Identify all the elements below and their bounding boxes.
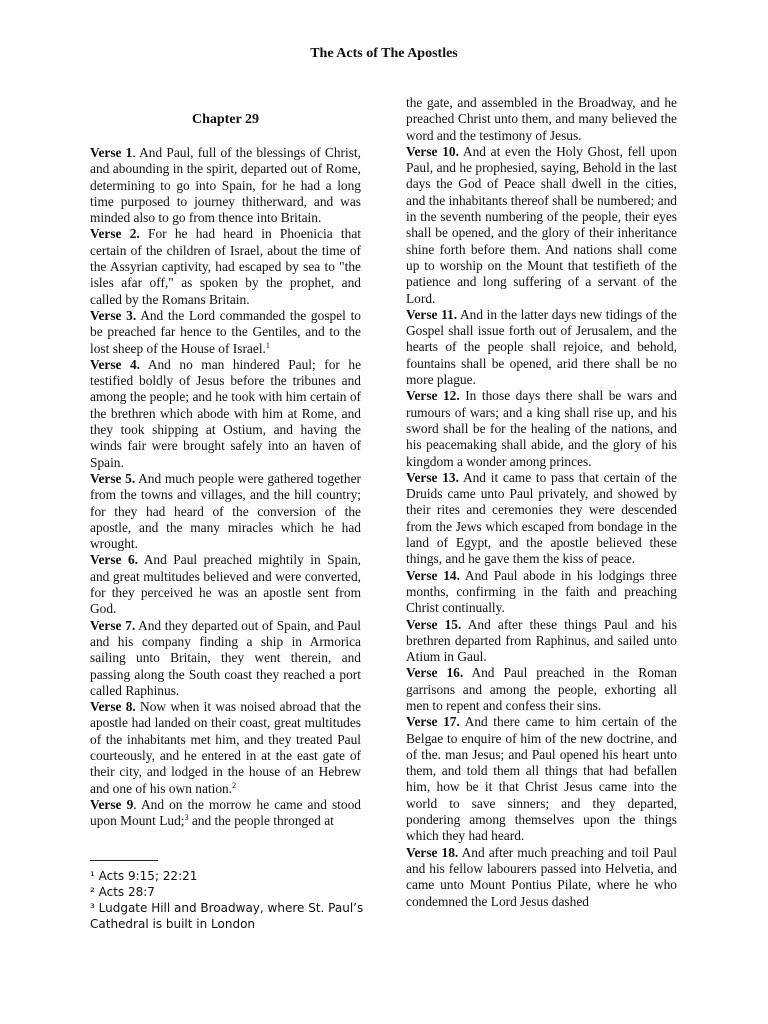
footnote: ³ Ludgate Hill and Broadway, where St. Paul’s Cathedral is built in London (90, 901, 364, 931)
verse-paragraph (406, 714, 677, 844)
verse-label: Verse 3. (90, 307, 137, 323)
verse-text: And in the latter days new tidings of the Gospel shall issue forth out of Jerusalem, and the hearts of the people shall rejoice, and behold, fountains shall be opened, arid there shall be no more plague. (406, 306, 678, 388)
verse-label: Verse 17. (406, 714, 460, 730)
verse-paragraph (90, 618, 361, 699)
verse-paragraph (90, 226, 361, 307)
verse-paragraph (90, 797, 361, 830)
verse-paragraph (406, 470, 677, 568)
verse-text: Now when it was noised abroad that the apostle had landed on their coast, great multitudes of the inhabitants met him, and they treated Paul courteously, and he entered in at the east gate of their city, and lodged in the house of an Hebrew and one of his own nation. (90, 699, 362, 796)
verse-text: And no man hindered Paul; for he testified boldly of Jesus before the tribunes and among the people; and he took with him certain of the brethren which abode with him at Rome, and they took shipping at Ostium, and having the winds fair were brought safely into an haven of Spain. (90, 356, 362, 470)
footnote-reference: 2 (232, 780, 237, 790)
verse-paragraph (90, 308, 361, 357)
verse-text: And much people were gathered together from the towns and villages, and the hill country; for they had heard of the conversion of the apostle, and the many miracles which he had wrought. (90, 470, 361, 552)
right-column (406, 95, 677, 910)
verse-label: Verse 13. (406, 469, 459, 485)
footnotes (90, 860, 370, 932)
verse-text: And Paul preached mightily in Spain, and great multitudes believed and were converted, for they perceived he was an apostle sent from God. (90, 552, 361, 617)
verse-paragraph (90, 471, 361, 552)
document-title: The Acts of The Apostles (310, 46, 458, 61)
verse-label: Verse 18. (406, 844, 459, 860)
verse-paragraph (406, 568, 677, 617)
footnote-separator (90, 860, 158, 861)
verse-label: Verse 8. (90, 699, 136, 715)
verse-text: For he had heard in Phoenicia that certain of the children of Israel, about the time of the Assyrian captivity, had escaped by sea to "the isles afar off," as spoken by the prophet, and called by the Romans Britain. (90, 226, 362, 307)
verse-paragraph (406, 388, 677, 469)
verse-paragraph (90, 699, 361, 797)
verse-label: Verse 6. (90, 552, 139, 568)
footnote-reference: 3 (184, 813, 189, 823)
verse-text-continued: and the people thronged at (188, 813, 334, 829)
verse-label: Verse 2. (90, 226, 140, 242)
verse-label: Verse 7. (90, 617, 136, 633)
verse-text: And at even the Holy Ghost, fell upon Paul, and he prophesied, saying, Behold in the last days the God of Peace shall dwell in the cities, and the inhabitants thereof shall be numbered; and in the seventh numbering of the people, their eyes shall be opened, and the glory of their inheritance shine forth before them. And nations shall come up to worship on the Mount that testifieth of the patience and long suffering of a servant of the Lord. (406, 143, 677, 306)
verse-label: Verse 11. (406, 306, 458, 322)
chapter-title: Chapter 29 (191, 112, 260, 127)
verse-text: And after much preaching and toil Paul and his fellow labourers passed into Helvetia, and came unto Mount Pontius Pilate, where he who condemned the Lord Jesus dashed (406, 844, 677, 909)
verse-text: . And Paul, full of the blessings of Christ, and abounding in the spirit, departed out of Rome, determining to go into Spain, for he had a long time purposed to journey thitherward, and was minded also to go from thence into Britain. (90, 145, 361, 226)
verse-label: Verse 10. (406, 143, 459, 159)
verse-text: And the Lord commanded the gospel to be preached far hence to the Gentiles, and to the lost sheep of the House of Israel. (90, 307, 362, 356)
verse-paragraph (90, 357, 361, 471)
verse-paragraph (406, 144, 677, 307)
verse-paragraph (90, 552, 361, 617)
verse-label: Verse 9 (90, 796, 134, 812)
footnote-reference: 1 (265, 340, 270, 350)
verse-text: In those days there shall be wars and rumours of wars; and a king shall rise up, and his sword shall be for the healing of the nations, and his peacemaking shall abide, and the glory of his kingdom a wonder among princes. (406, 388, 677, 469)
footnote: ² Acts 28:7 (90, 885, 155, 899)
verse-label: Verse 5. (90, 470, 136, 486)
verse-text: . And on the morrow he came and stood upon Mount Lud; (90, 796, 361, 829)
verse-paragraph (406, 665, 677, 714)
footnote: ¹ Acts 9:15; 22:21 (90, 869, 198, 883)
verse-paragraph (406, 617, 677, 666)
verse-label: Verse 15. (406, 616, 462, 632)
verse-label: Verse 14. (406, 567, 460, 583)
left-column (90, 112, 361, 829)
verse-label: Verse 12. (406, 388, 460, 404)
verse-text: And they departed out of Spain, and Paul and his company finding a ship in Armorica sailing unto Britain, they went therein, and passing along the South coast they reached a port called Raphinus. (90, 617, 361, 698)
verse-text: And there came to him certain of the Belgae to enquire of him of the new doctrine, and of the. man Jesus; and Paul opened his heart unto them, and told them all things that had befallen him, how be it that Christ Jesus came into the world to save sinners; and they departed, pondering among themselves upon the things which they had heard. (406, 714, 677, 844)
verse-paragraph (406, 307, 677, 388)
verse-paragraph (90, 145, 361, 226)
verse-text: And it came to pass that certain of the Druids came unto Paul privately, and showed by their rites and ceremonies they were descended from the Jews which escaped from bondage in the land of Egypt, and the apostle believed these things, and he gave them the kiss of peace. (406, 469, 677, 567)
verse-label: Verse 4. (90, 356, 141, 372)
verse-text: And Paul abode in his lodgings three months, confirming in the faith and preaching Christ continually. (406, 567, 677, 616)
verse-text: And after these things Paul and his brethren departed from Raphinus, and sailed unto Atium in Gaul. (406, 616, 677, 665)
verse-label: Verse 1 (90, 145, 133, 160)
continued-verse-text: the gate, and assembled in the Broadway, and he preached Christ unto them, and many believed the word and the testimony of Jesus. (406, 95, 677, 143)
verse-text: And Paul preached in the Roman garrisons and among the people, exhorting all men to repent and confess their sins. (406, 665, 677, 713)
verse-paragraph (406, 845, 677, 910)
verse-label: Verse 16. (406, 665, 464, 681)
